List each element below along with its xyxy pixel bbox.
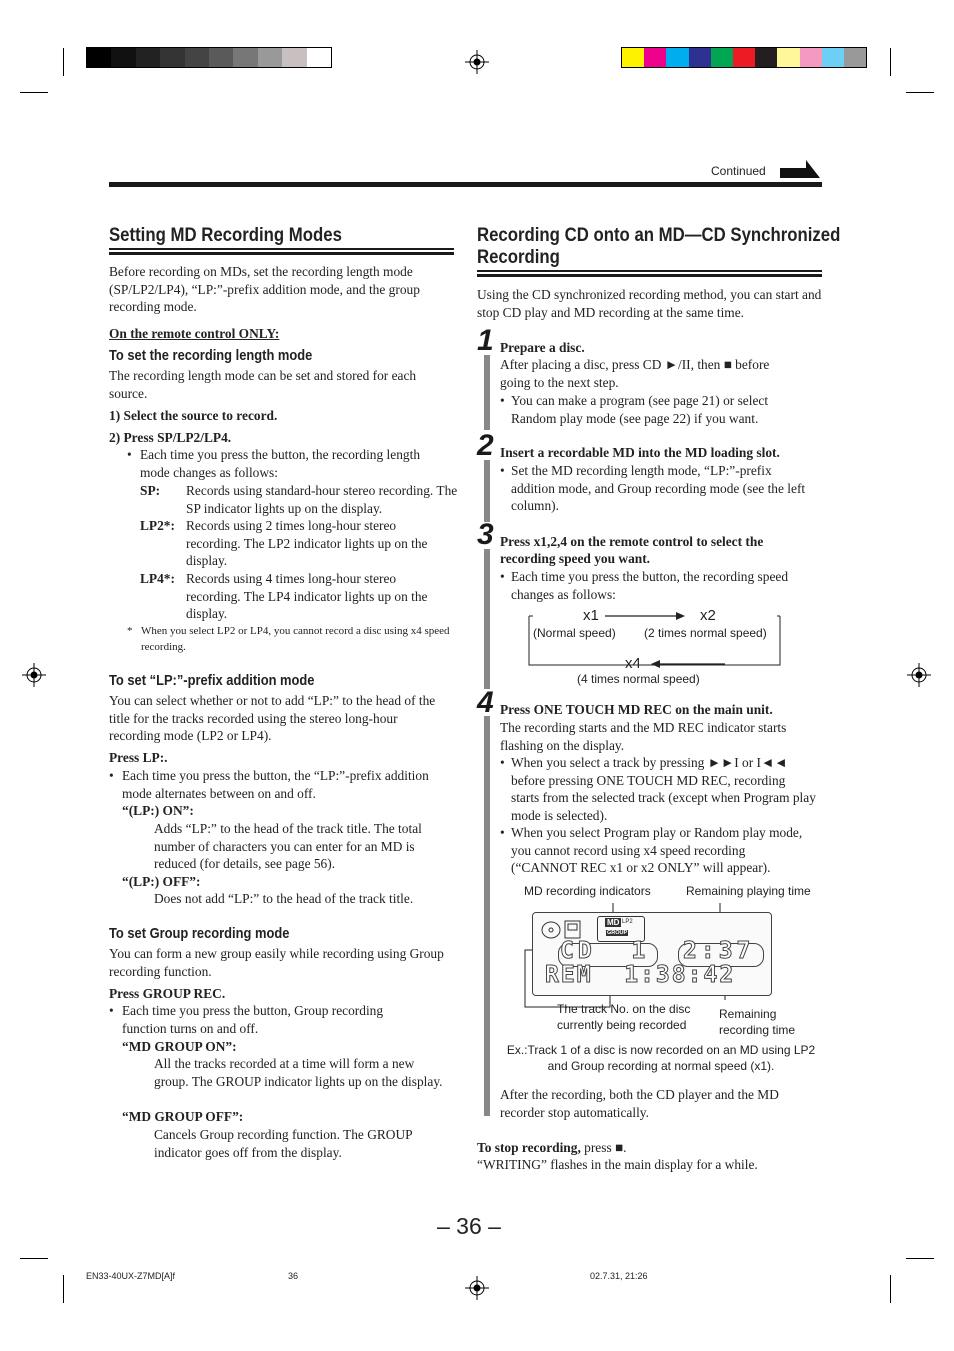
group-desc: You can form a new group easily while recording using Group recording function. xyxy=(109,946,444,979)
remote-only-label: On the remote control ONLY: xyxy=(109,326,280,341)
step-3-bullet: Each time you press the button, the recording speed changes as follows: xyxy=(511,569,789,602)
step-3-title: Press x1,2,4 on the remote control to select the xyxy=(500,534,764,549)
header-rule xyxy=(109,182,822,187)
color-bar xyxy=(621,47,867,68)
bullet-marker: • xyxy=(500,755,505,770)
bullet-marker: • xyxy=(500,393,505,408)
group-off-label: “MD GROUP OFF”: xyxy=(122,1109,244,1124)
length-step-2: 2) Press SP/LP2/LP4. xyxy=(109,430,232,445)
lp-bullet: Each time you press the button, the “LP:”-prefix addition mode alternates between on and off. xyxy=(122,768,429,801)
mode-lp4-text: Records using 4 times long-hour stereo recording. The LP4 indicator lights up on the display. xyxy=(186,571,428,622)
step-number: 3 xyxy=(477,518,494,551)
display-example: Ex.:Track 1 of a disc is now recorded on an MD using LP2 and Group recording at normal speed (x1). xyxy=(506,1043,816,1073)
continued-arrow-icon xyxy=(778,158,822,180)
lp-prefix-desc: You can select whether or not to add “LP:” to the head of the title for the tracks recorded using the stereo long-hour recording mode (LP2 or LP4). xyxy=(109,693,436,744)
md-disc-icon xyxy=(564,920,582,940)
right-section-title-2: Recording xyxy=(477,246,560,268)
stop-recording-line xyxy=(477,1139,822,1157)
step-number: 4 xyxy=(477,686,494,719)
left-section-title: Setting MD Recording Modes xyxy=(109,224,342,246)
step-bar xyxy=(484,716,490,1116)
note-asterisk: * xyxy=(127,625,133,637)
bullet-marker: • xyxy=(500,569,505,584)
lp-on-text: Adds “LP:” to the head of the track title. The total number of characters you can enter for an MD is reduced (for details, see page 56). xyxy=(154,821,422,872)
step-1-title: Prepare a disc. xyxy=(500,340,585,355)
lp-press: Press LP:. xyxy=(109,750,168,765)
mode-sp-label: SP: xyxy=(140,483,161,498)
label-remaining-recording: Remaining recording time xyxy=(719,1007,796,1037)
step-2-title: Insert a recordable MD into the MD loading slot. xyxy=(500,445,780,460)
after-recording: After the recording, both the CD player and the MD recorder stop automatically. xyxy=(500,1087,779,1120)
writing-note: “WRITING” flashes in the main display for a while. xyxy=(477,1157,758,1172)
left-title-rule xyxy=(109,248,454,250)
step-3-title-2: recording speed you want. xyxy=(500,551,651,566)
speed-x2: x2 xyxy=(700,607,716,624)
right-title-rule xyxy=(477,270,822,272)
bullet-marker: • xyxy=(500,463,505,478)
step-1-body: After placing a disc, press CD ►/II, then ■ before going to the next step. xyxy=(500,357,770,390)
speed-x4-desc: (4 times normal speed) xyxy=(577,672,700,686)
length-mode-heading: To set the recording length mode xyxy=(109,347,313,364)
mode-lp2-text: Records using 2 times long-hour stereo recording. The LP2 indicator lights up on the display. xyxy=(186,518,428,569)
md-indicator: MD xyxy=(607,918,620,927)
lp2-indicator: LP2 xyxy=(622,919,633,925)
group-press: Press GROUP REC. xyxy=(109,986,226,1001)
step-4-title: Press ONE TOUCH MD REC on the main unit. xyxy=(500,702,773,717)
mode-sp-text: Records using standard-hour stereo recording. The SP indicator lights up on the display. xyxy=(186,483,458,516)
lp-off-label: “(LP:) OFF”: xyxy=(122,874,201,889)
disc-icon xyxy=(540,920,562,940)
speed-x4: x4 xyxy=(625,655,641,672)
lp-prefix-heading: To set “LP:”-prefix addition mode xyxy=(109,672,315,689)
lcd-line2: REM 1:38:42 xyxy=(545,962,736,988)
registration-mark-icon xyxy=(465,50,489,74)
footer-date: 02.7.31, 21:26 xyxy=(590,1271,648,1281)
length-note: When you select LP2 or LP4, you cannot record a disc using x4 speed recording. xyxy=(141,625,450,653)
page-number: – 36 – xyxy=(437,1213,501,1239)
lcd-line1-right: 2:37 xyxy=(683,938,755,964)
stop-recording-text: press ■. xyxy=(580,1140,627,1155)
label-remaining-playing: Remaining playing time xyxy=(686,884,811,898)
speed-x1-desc: (Normal speed) xyxy=(533,626,616,640)
speed-x1: x1 xyxy=(583,607,599,624)
group-heading: To set Group recording mode xyxy=(109,925,290,942)
group-on-label: “MD GROUP ON”: xyxy=(122,1039,237,1054)
step-2-bullet: Set the MD recording length mode, “LP:”-prefix addition mode, and Group recording mode (see the left column). xyxy=(511,463,806,514)
left-title-rule xyxy=(109,252,454,255)
length-step-1: 1) Select the source to record. xyxy=(109,408,278,423)
step-number: 2 xyxy=(477,429,494,462)
step-bar xyxy=(484,549,490,689)
step-4-bullet-2: When you select Program play or Random play mode, you cannot record using x4 speed recording (“CANNOT REC x1 or x2 ONLY” will appear). xyxy=(511,825,803,876)
registration-mark-icon xyxy=(907,663,931,687)
continued-label: Continued xyxy=(711,164,766,178)
right-section-title: Recording CD onto an MD—CD Synchronized xyxy=(477,224,841,246)
step-1-bullet: You can make a program (see page 21) or select Random play mode (see page 22) if you want. xyxy=(511,393,769,426)
length-mode-desc: The recording length mode can be set and stored for each source. xyxy=(109,368,417,401)
right-intro: Using the CD synchronized recording method, you can start and stop CD play and MD recording at the same time. xyxy=(477,287,822,320)
bullet-marker: • xyxy=(127,447,132,462)
step-bar xyxy=(484,355,490,430)
registration-mark-icon xyxy=(465,1276,489,1300)
group-off-text: Cancels Group recording function. The GROUP indicator goes off from the display. xyxy=(154,1127,413,1160)
length-bullet: Each time you press the button, the recording length mode changes as follows: xyxy=(140,447,421,480)
lp-off-text: Does not add “LP:” to the head of the track title. xyxy=(154,891,414,906)
footer-code: EN33-40UX-Z7MD[A]f xyxy=(86,1271,176,1281)
grayscale-bar xyxy=(86,47,332,68)
group-on-text: All the tracks recorded at a time will form a new group. The GROUP indicator lights up on the display. xyxy=(154,1056,443,1089)
bullet-marker: • xyxy=(109,1003,114,1018)
left-intro: Before recording on MDs, set the recording length mode (SP/LP2/LP4), “LP:”-prefix addition mode, and the group recording mode. xyxy=(109,264,420,315)
speed-x2-desc: (2 times normal speed) xyxy=(644,626,767,640)
label-track-number: The track No. on the disc currently being recorded xyxy=(557,1002,691,1032)
stop-recording-label: To stop recording, xyxy=(477,1140,581,1155)
right-title-rule xyxy=(477,274,822,277)
mode-lp2-label: LP2*: xyxy=(140,518,175,533)
label-md-indicators: MD recording indicators xyxy=(524,884,651,898)
bullet-marker: • xyxy=(109,768,114,783)
footer-page-num: 36 xyxy=(288,1271,299,1281)
step-4-body: The recording starts and the MD REC indicator starts flashing on the display. xyxy=(500,720,787,753)
group-indicator: GROUP xyxy=(607,930,628,936)
bullet-marker: • xyxy=(500,825,505,840)
step-number: 1 xyxy=(477,324,494,357)
mode-lp4-label: LP4*: xyxy=(140,571,175,586)
registration-mark-icon xyxy=(22,663,46,687)
lcd-line1-left: CD 1 xyxy=(560,938,650,964)
step-bar xyxy=(484,460,490,522)
step-4-bullet-1: When you select a track by pressing ►►I or I◄◄ before pressing ONE TOUCH MD REC, recording starts from the selected track (except when Program play mode is selected). xyxy=(511,755,816,824)
lp-on-label: “(LP:) ON”: xyxy=(122,803,194,818)
group-bullet: Each time you press the button, Group recording function turns on and off. xyxy=(122,1003,384,1036)
